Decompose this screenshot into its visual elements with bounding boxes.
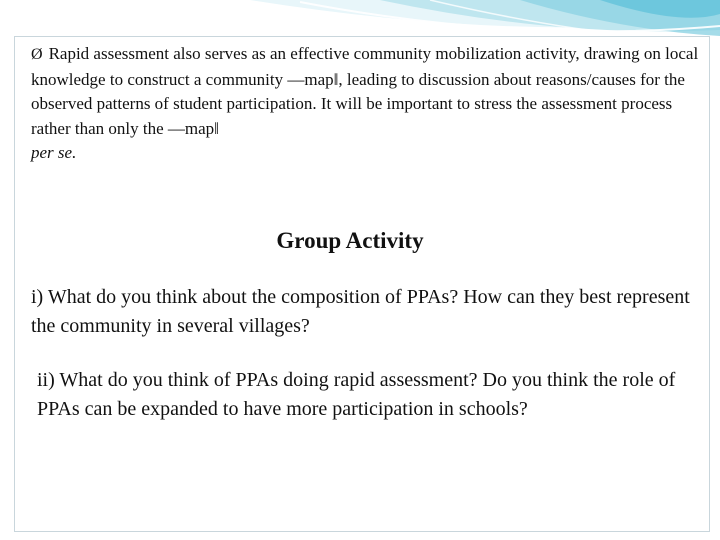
arrow-bullet-icon: Ø xyxy=(31,46,43,63)
bullet-text: Rapid assessment also serves as an effective community mobilization activity, drawing on local knowledge to construct a community ―map‖, leading to discussion about reasons/causes for the observed patterns of student participation. It will be important to stress the assessment process rather than only the ―map‖ xyxy=(31,44,699,138)
question-2: ii) What do you think of PPAs doing rapid assessment? Do you think the role of PPAs can be expanded to have more participation in schools? xyxy=(37,369,676,420)
bullet-paragraph xyxy=(31,42,699,166)
section-heading: Group Activity xyxy=(276,228,424,253)
question-1: i) What do you think about the composition of PPAs? How can they best represent the community in several villages? xyxy=(31,286,690,337)
bullet-italic-tail: per se. xyxy=(31,143,77,162)
